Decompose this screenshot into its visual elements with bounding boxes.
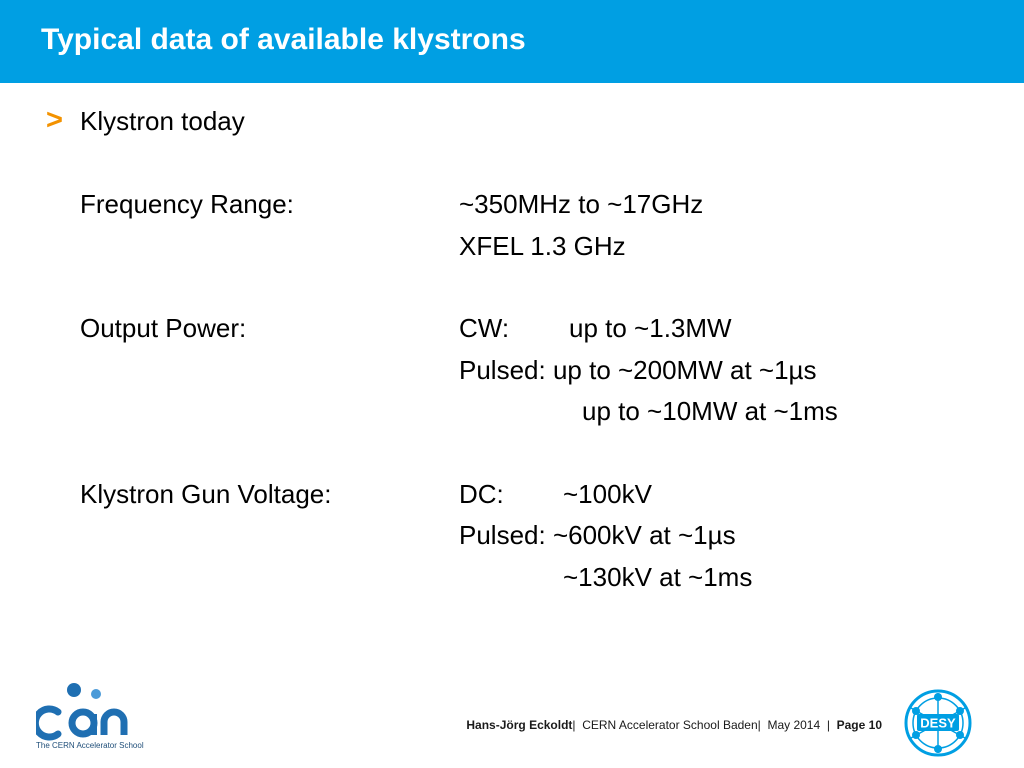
desy-logo-icon: [903, 688, 973, 758]
cw-value: up to ~1.3MW: [569, 313, 732, 343]
dc-key: DC:: [459, 479, 504, 509]
pulsed-power-value: Pulsed: up to ~200MW at ~1µs: [459, 355, 817, 385]
frequency-range-value: ~350MHz to ~17GHz: [459, 189, 704, 219]
bullet-heading: Klystron today: [80, 106, 245, 136]
title-bar: [0, 0, 1024, 83]
footer-event: CERN Accelerator School Baden: [582, 718, 758, 732]
pulsed-voltage-value-2: ~130kV at ~1ms: [563, 562, 753, 592]
bullet-marker: >: [46, 104, 63, 136]
footer-separator: |: [757, 718, 761, 732]
footer-separator: |: [826, 718, 830, 732]
desy-logo-text: DESY: [920, 715, 956, 731]
cw-key: CW:: [459, 313, 510, 343]
pulsed-voltage-value: Pulsed: ~600kV at ~1µs: [459, 520, 736, 550]
slide-title: Typical data of available klystrons: [41, 23, 526, 56]
cas-caption: The CERN Accelerator School: [36, 741, 144, 750]
footer-page-number: Page 10: [836, 718, 882, 732]
footer-date: May 2014: [767, 718, 821, 732]
dc-value: ~100kV: [563, 479, 652, 509]
output-power-label: Output Power:: [80, 313, 247, 343]
footer-separator: |: [572, 718, 576, 732]
footer-author: Hans-Jörg Eckoldt: [466, 718, 573, 732]
pulsed-power-value-2: up to ~10MW at ~1ms: [582, 396, 838, 426]
frequency-xfel-value: XFEL 1.3 GHz: [459, 231, 626, 261]
footer: [420, 718, 882, 732]
frequency-label: Frequency Range:: [80, 189, 294, 219]
gun-voltage-label: Klystron Gun Voltage:: [80, 479, 332, 509]
